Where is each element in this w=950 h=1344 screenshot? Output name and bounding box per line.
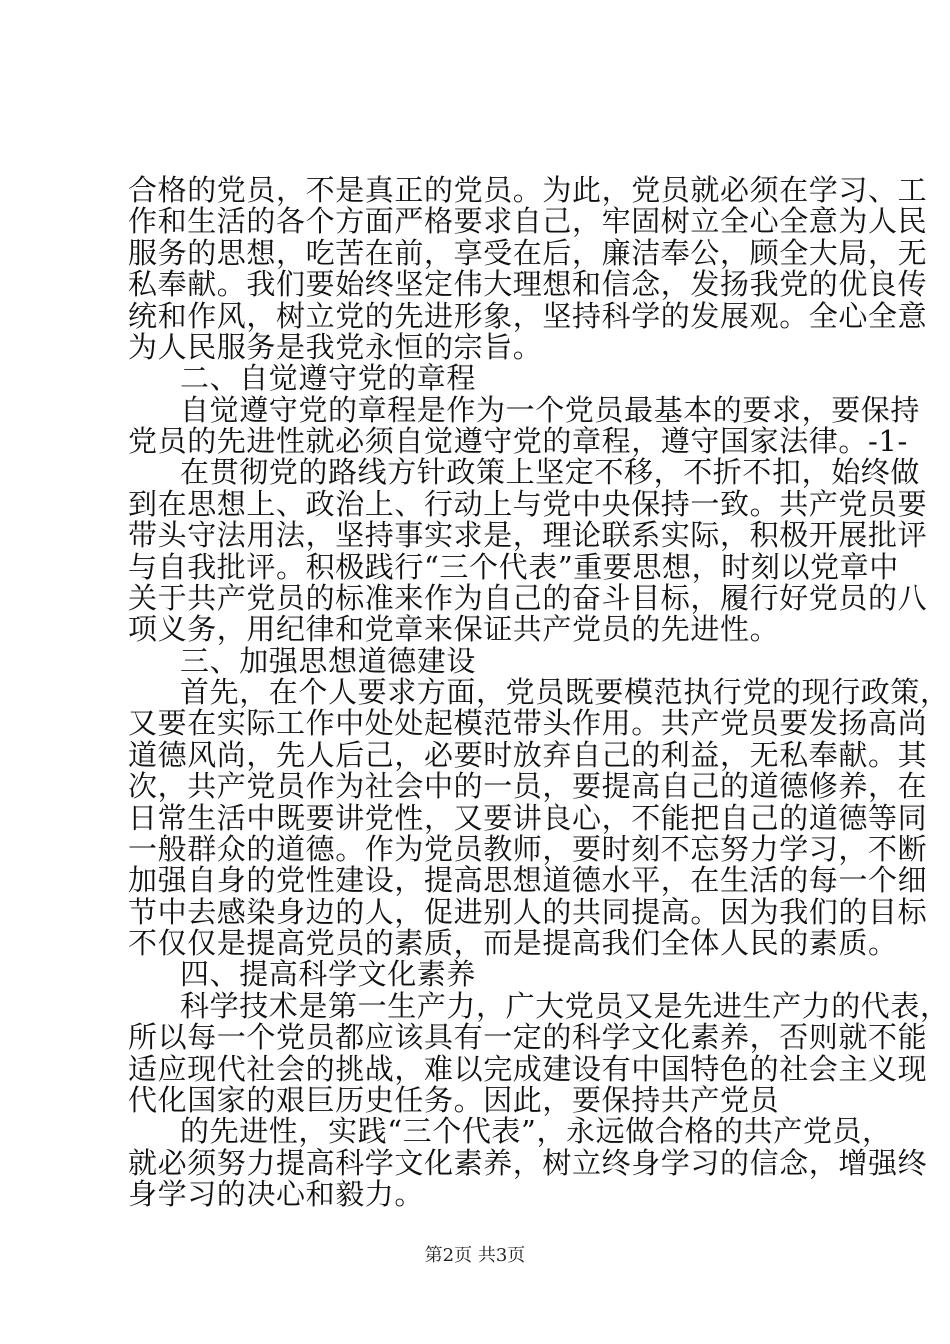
body-text-line: 的先进性，实践“三个代表”，永远做合格的共产党员，	[180, 1114, 892, 1148]
body-text-line: 又要在实际工作中处处起模范带头作用。共产党员要发扬高尚	[128, 706, 928, 740]
body-text-line: 统和作风，树立党的先进形象，坚持科学的发展观。全心全意	[128, 299, 928, 333]
body-text-line: 代化国家的艰巨历史任务。因此，要保持共产党员	[128, 1083, 780, 1117]
body-text-line: 科学技术是第一生产力，广大党员又是先进生产力的代表，	[180, 989, 950, 1023]
body-text-line: 适应现代社会的挑战，难以完成建设有中国特色的社会主义现	[128, 1052, 928, 1086]
body-text-line: 日常生活中既要讲党性，又要讲良心，不能把自己的道德等同	[128, 801, 928, 835]
section-heading: 三、加强思想道德建设	[180, 644, 477, 678]
body-text-line: 节中去感染身边的人，促进别人的共同提高。因为我们的目标	[128, 895, 928, 929]
body-text-line: 到在思想上、政治上、行动上与党中央保持一致。共产党员要	[128, 487, 928, 521]
body-text-line: 项义务，用纪律和党章来保证共产党员的先进性。	[128, 612, 780, 646]
body-text-line: 在贯彻党的路线方针政策上坚定不移，不折不扣，始终做	[180, 455, 921, 489]
section-heading: 四、提高科学文化素养	[180, 957, 477, 991]
body-text-line: 与自我批评。积极践行“三个代表”重要思想，时刻以党章中	[128, 550, 899, 584]
body-text-line: 身学习的决心和毅力。	[128, 1177, 425, 1211]
body-text-line: 道德风尚，先人后己，必要时放弃自己的利益，无私奉献。其	[128, 738, 928, 772]
body-text-line: 一般群众的道德。作为党员教师，要时刻不忘努力学习，不断	[128, 832, 928, 866]
body-text-line: 不仅仅是提高党员的素质，而是提高我们全体人民的素质。	[128, 926, 898, 960]
body-text-line: 次，共产党员作为社会中的一员，要提高自己的道德修养，在	[128, 769, 928, 803]
page-footer: 第2页 共3页	[424, 1245, 526, 1266]
body-text-line: 党员的先进性就必须自觉遵守党的章程，遵守国家法律。-1-	[128, 424, 908, 458]
body-text-line: 合格的党员，不是真正的党员。为此，党员就必须在学习、工	[128, 173, 928, 207]
body-text-line: 作和生活的各个方面严格要求自己，牢固树立全心全意为人民	[128, 204, 928, 238]
body-text-line: 就必须努力提高科学文化素养，树立终身学习的信念，增强终	[128, 1146, 928, 1180]
body-text-line: 私奉献。我们要始终坚定伟大理想和信念，发扬我党的优良传	[128, 267, 928, 301]
body-text-line: 首先，在个人要求方面，党员既要模范执行党的现行政策，	[180, 675, 950, 709]
body-text-line: 关于共产党员的标准来作为自己的奋斗目标，履行好党员的八	[128, 581, 928, 615]
body-text-line: 为人民服务是我党永恒的宗旨。	[128, 330, 543, 364]
body-text-line: 自觉遵守党的章程是作为一个党员最基本的要求，要保持	[180, 393, 921, 427]
section-heading: 二、自觉遵守党的章程	[180, 361, 477, 395]
body-text-line: 加强自身的党性建设，提高思想道德水平，在生活的每一个细	[128, 863, 928, 897]
body-text-line: 服务的思想，吃苦在前，享受在后，廉洁奉公，顾全大局，无	[128, 236, 928, 270]
body-text-line: 带头守法用法，坚持事实求是，理论联系实际，积极开展批评	[128, 518, 928, 552]
body-text-line: 所以每一个党员都应该具有一定的科学文化素养，否则就不能	[128, 1020, 928, 1054]
